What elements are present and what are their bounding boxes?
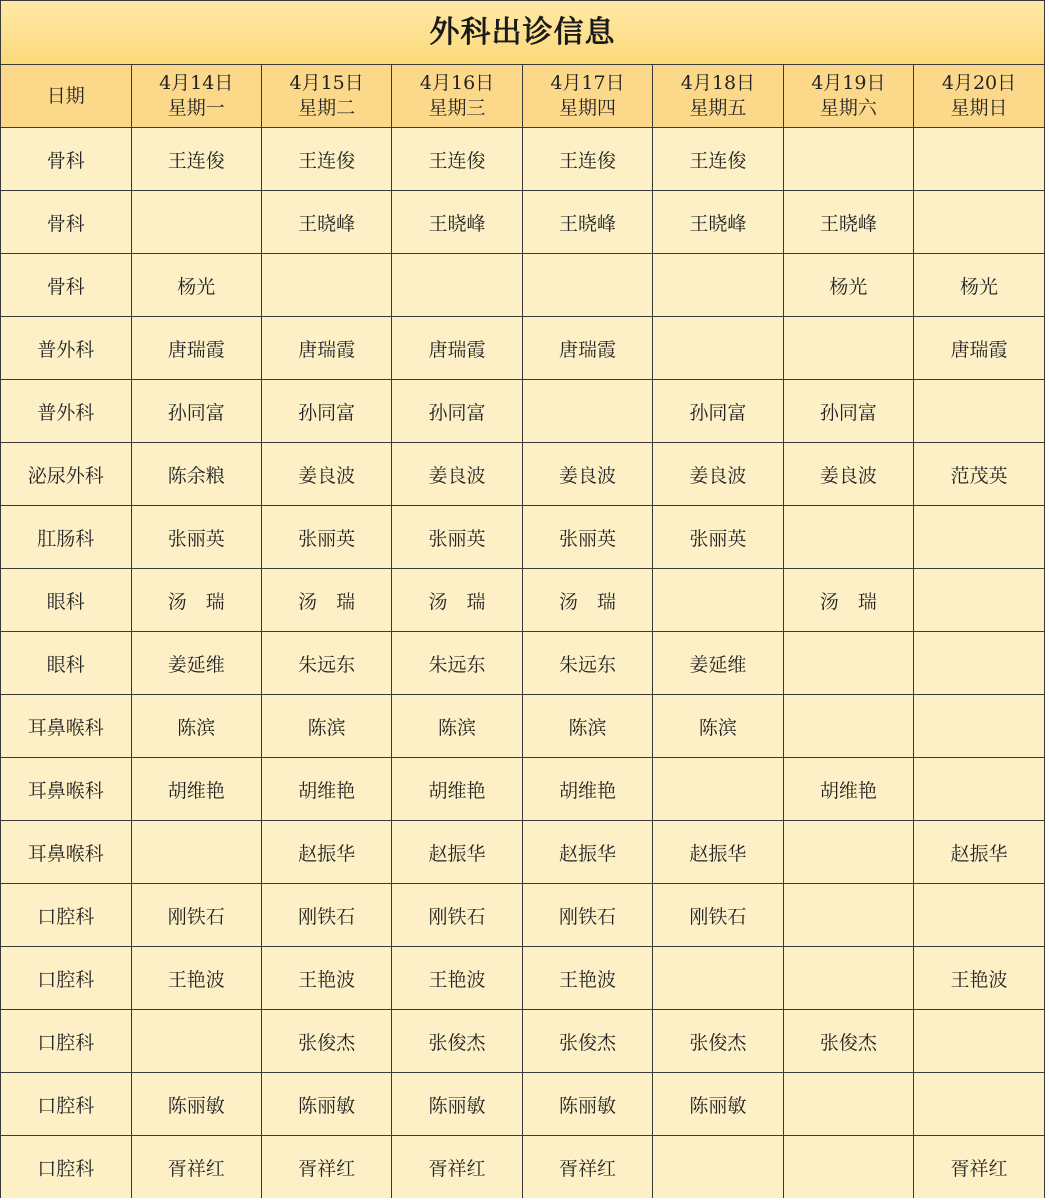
doctor-cell: 王连俊 <box>261 128 391 191</box>
doctor-cell <box>783 947 913 1010</box>
doctor-cell: 王连俊 <box>653 128 783 191</box>
doctor-cell: 陈丽敏 <box>522 1073 652 1136</box>
doctor-cell: 姜延维 <box>653 632 783 695</box>
day-weekday: 星期五 <box>689 97 747 119</box>
doctor-cell: 王晓峰 <box>392 191 522 254</box>
doctor-cell: 陈丽敏 <box>392 1073 522 1136</box>
department-cell: 口腔科 <box>1 1136 131 1199</box>
doctor-cell <box>131 1010 261 1073</box>
doctor-cell: 王艳波 <box>131 947 261 1010</box>
doctor-cell <box>783 695 913 758</box>
day-header <box>522 65 652 128</box>
doctor-cell: 杨光 <box>914 254 1044 317</box>
doctor-cell: 王晓峰 <box>653 191 783 254</box>
department-cell: 骨科 <box>1 191 131 254</box>
doctor-cell: 赵振华 <box>522 821 652 884</box>
doctor-cell: 张俊杰 <box>261 1010 391 1073</box>
table-row <box>1 380 1044 443</box>
department-cell: 口腔科 <box>1 947 131 1010</box>
doctor-cell <box>914 632 1044 695</box>
doctor-cell <box>914 884 1044 947</box>
table-row <box>1 1073 1044 1136</box>
table-row <box>1 1136 1044 1199</box>
doctor-cell <box>914 695 1044 758</box>
department-cell: 骨科 <box>1 254 131 317</box>
doctor-cell <box>783 506 913 569</box>
day-header <box>653 65 783 128</box>
table-row <box>1 317 1044 380</box>
doctor-cell: 姜良波 <box>783 443 913 506</box>
day-weekday: 星期二 <box>298 97 356 119</box>
day-date: 4月17日 <box>550 72 625 94</box>
table-row <box>1 254 1044 317</box>
doctor-cell: 张俊杰 <box>783 1010 913 1073</box>
day-date: 4月15日 <box>289 72 364 94</box>
doctor-cell: 汤 瑞 <box>783 569 913 632</box>
day-date: 4月20日 <box>941 72 1017 94</box>
day-weekday: 星期四 <box>558 97 616 119</box>
department-cell: 耳鼻喉科 <box>1 695 131 758</box>
doctor-cell: 张俊杰 <box>392 1010 522 1073</box>
department-cell: 耳鼻喉科 <box>1 821 131 884</box>
doctor-cell: 陈滨 <box>131 695 261 758</box>
doctor-cell <box>783 632 913 695</box>
department-cell: 泌尿外科 <box>1 443 131 506</box>
table-row <box>1 443 1044 506</box>
doctor-cell <box>131 191 261 254</box>
doctor-cell: 张俊杰 <box>653 1010 783 1073</box>
doctor-cell: 唐瑞霞 <box>392 317 522 380</box>
doctor-cell: 王晓峰 <box>783 191 913 254</box>
table-row <box>1 1010 1044 1073</box>
doctor-cell: 陈滨 <box>392 695 522 758</box>
doctor-cell <box>653 317 783 380</box>
doctor-cell: 王晓峰 <box>261 191 391 254</box>
doctor-cell: 胥祥红 <box>914 1136 1044 1199</box>
department-cell: 普外科 <box>1 317 131 380</box>
doctor-cell: 唐瑞霞 <box>261 317 391 380</box>
day-weekday: 星期三 <box>428 97 486 119</box>
day-date: 4月18日 <box>680 72 756 94</box>
doctor-cell: 张丽英 <box>261 506 391 569</box>
doctor-cell: 孙同富 <box>783 380 913 443</box>
doctor-cell <box>783 1073 913 1136</box>
day-header <box>914 65 1044 128</box>
doctor-cell <box>653 569 783 632</box>
doctor-cell: 胥祥红 <box>261 1136 391 1199</box>
doctor-cell <box>914 191 1044 254</box>
doctor-cell: 胡维艳 <box>783 758 913 821</box>
department-cell: 骨科 <box>1 128 131 191</box>
schedule-table <box>1 65 1044 1198</box>
doctor-cell <box>783 1136 913 1199</box>
doctor-cell: 范茂英 <box>914 443 1044 506</box>
doctor-cell: 赵振华 <box>261 821 391 884</box>
doctor-cell <box>914 1073 1044 1136</box>
doctor-cell: 汤 瑞 <box>261 569 391 632</box>
doctor-cell: 胥祥红 <box>392 1136 522 1199</box>
doctor-cell: 王晓峰 <box>522 191 652 254</box>
doctor-cell: 胥祥红 <box>131 1136 261 1199</box>
doctor-cell: 陈余粮 <box>131 443 261 506</box>
doctor-cell: 姜良波 <box>522 443 652 506</box>
doctor-cell: 汤 瑞 <box>392 569 522 632</box>
doctor-cell <box>914 506 1044 569</box>
doctor-cell: 唐瑞霞 <box>914 317 1044 380</box>
doctor-cell: 汤 瑞 <box>131 569 261 632</box>
day-weekday: 星期一 <box>167 97 225 119</box>
doctor-cell: 陈滨 <box>522 695 652 758</box>
doctor-cell: 陈滨 <box>653 695 783 758</box>
department-cell: 口腔科 <box>1 1010 131 1073</box>
doctor-cell: 王艳波 <box>392 947 522 1010</box>
table-row <box>1 128 1044 191</box>
doctor-cell: 杨光 <box>131 254 261 317</box>
doctor-cell: 张丽英 <box>522 506 652 569</box>
doctor-cell: 孙同富 <box>653 380 783 443</box>
doctor-cell: 陈丽敏 <box>261 1073 391 1136</box>
doctor-cell: 汤 瑞 <box>522 569 652 632</box>
doctor-cell <box>653 1136 783 1199</box>
table-row <box>1 758 1044 821</box>
day-header <box>261 65 391 128</box>
schedule-body <box>1 128 1044 1199</box>
doctor-cell: 朱远东 <box>392 632 522 695</box>
doctor-cell: 孙同富 <box>131 380 261 443</box>
doctor-cell: 胡维艳 <box>131 758 261 821</box>
doctor-cell: 赵振华 <box>392 821 522 884</box>
doctor-cell: 孙同富 <box>392 380 522 443</box>
department-cell: 口腔科 <box>1 884 131 947</box>
doctor-cell: 刚铁石 <box>261 884 391 947</box>
page-title: 外科出诊信息 <box>1 1 1044 65</box>
day-header <box>783 65 913 128</box>
doctor-cell <box>522 380 652 443</box>
doctor-cell <box>914 569 1044 632</box>
doctor-cell: 姜良波 <box>392 443 522 506</box>
table-row <box>1 506 1044 569</box>
doctor-cell <box>783 317 913 380</box>
doctor-cell: 王艳波 <box>914 947 1044 1010</box>
doctor-cell: 姜良波 <box>261 443 391 506</box>
table-row <box>1 821 1044 884</box>
day-header <box>131 65 261 128</box>
header-row <box>1 65 1044 128</box>
doctor-cell: 刚铁石 <box>653 884 783 947</box>
doctor-cell <box>261 254 391 317</box>
doctor-cell: 陈滨 <box>261 695 391 758</box>
doctor-cell: 朱远东 <box>261 632 391 695</box>
doctor-cell <box>783 821 913 884</box>
date-column-header: 日期 <box>1 65 131 128</box>
day-header <box>392 65 522 128</box>
doctor-cell <box>914 1010 1044 1073</box>
department-cell: 口腔科 <box>1 1073 131 1136</box>
doctor-cell <box>914 380 1044 443</box>
doctor-cell <box>783 128 913 191</box>
day-weekday: 星期六 <box>819 97 877 119</box>
table-row <box>1 632 1044 695</box>
doctor-cell: 刚铁石 <box>131 884 261 947</box>
department-cell: 耳鼻喉科 <box>1 758 131 821</box>
department-cell: 眼科 <box>1 632 131 695</box>
doctor-cell: 陈丽敏 <box>131 1073 261 1136</box>
doctor-cell: 赵振华 <box>914 821 1044 884</box>
doctor-cell <box>783 884 913 947</box>
doctor-cell: 张俊杰 <box>522 1010 652 1073</box>
doctor-cell: 唐瑞霞 <box>131 317 261 380</box>
table-row <box>1 884 1044 947</box>
doctor-cell <box>914 128 1044 191</box>
day-date: 4月16日 <box>419 72 495 94</box>
doctor-cell: 张丽英 <box>392 506 522 569</box>
doctor-cell <box>653 947 783 1010</box>
table-row <box>1 695 1044 758</box>
doctor-cell: 张丽英 <box>653 506 783 569</box>
table-row <box>1 191 1044 254</box>
department-cell: 普外科 <box>1 380 131 443</box>
doctor-cell: 王连俊 <box>522 128 652 191</box>
doctor-cell: 胡维艳 <box>261 758 391 821</box>
doctor-cell: 刚铁石 <box>522 884 652 947</box>
day-date: 4月14日 <box>159 72 234 94</box>
doctor-cell <box>392 254 522 317</box>
doctor-cell: 孙同富 <box>261 380 391 443</box>
doctor-cell: 胥祥红 <box>522 1136 652 1199</box>
doctor-cell: 陈丽敏 <box>653 1073 783 1136</box>
doctor-cell: 朱远东 <box>522 632 652 695</box>
doctor-cell: 刚铁石 <box>392 884 522 947</box>
doctor-cell: 姜延维 <box>131 632 261 695</box>
doctor-cell <box>522 254 652 317</box>
doctor-cell <box>653 758 783 821</box>
doctor-cell <box>914 758 1044 821</box>
doctor-cell: 杨光 <box>783 254 913 317</box>
doctor-cell: 胡维艳 <box>392 758 522 821</box>
doctor-cell: 胡维艳 <box>522 758 652 821</box>
day-date: 4月19日 <box>811 72 886 94</box>
doctor-cell <box>653 254 783 317</box>
table-row <box>1 947 1044 1010</box>
doctor-cell: 王连俊 <box>131 128 261 191</box>
table-row <box>1 569 1044 632</box>
doctor-cell: 王艳波 <box>522 947 652 1010</box>
doctor-cell: 张丽英 <box>131 506 261 569</box>
department-cell: 眼科 <box>1 569 131 632</box>
day-weekday: 星期日 <box>950 97 1008 119</box>
doctor-cell: 唐瑞霞 <box>522 317 652 380</box>
doctor-cell <box>131 821 261 884</box>
doctor-cell: 赵振华 <box>653 821 783 884</box>
department-cell: 肛肠科 <box>1 506 131 569</box>
doctor-cell: 姜良波 <box>653 443 783 506</box>
doctor-cell: 王艳波 <box>261 947 391 1010</box>
doctor-cell: 王连俊 <box>392 128 522 191</box>
